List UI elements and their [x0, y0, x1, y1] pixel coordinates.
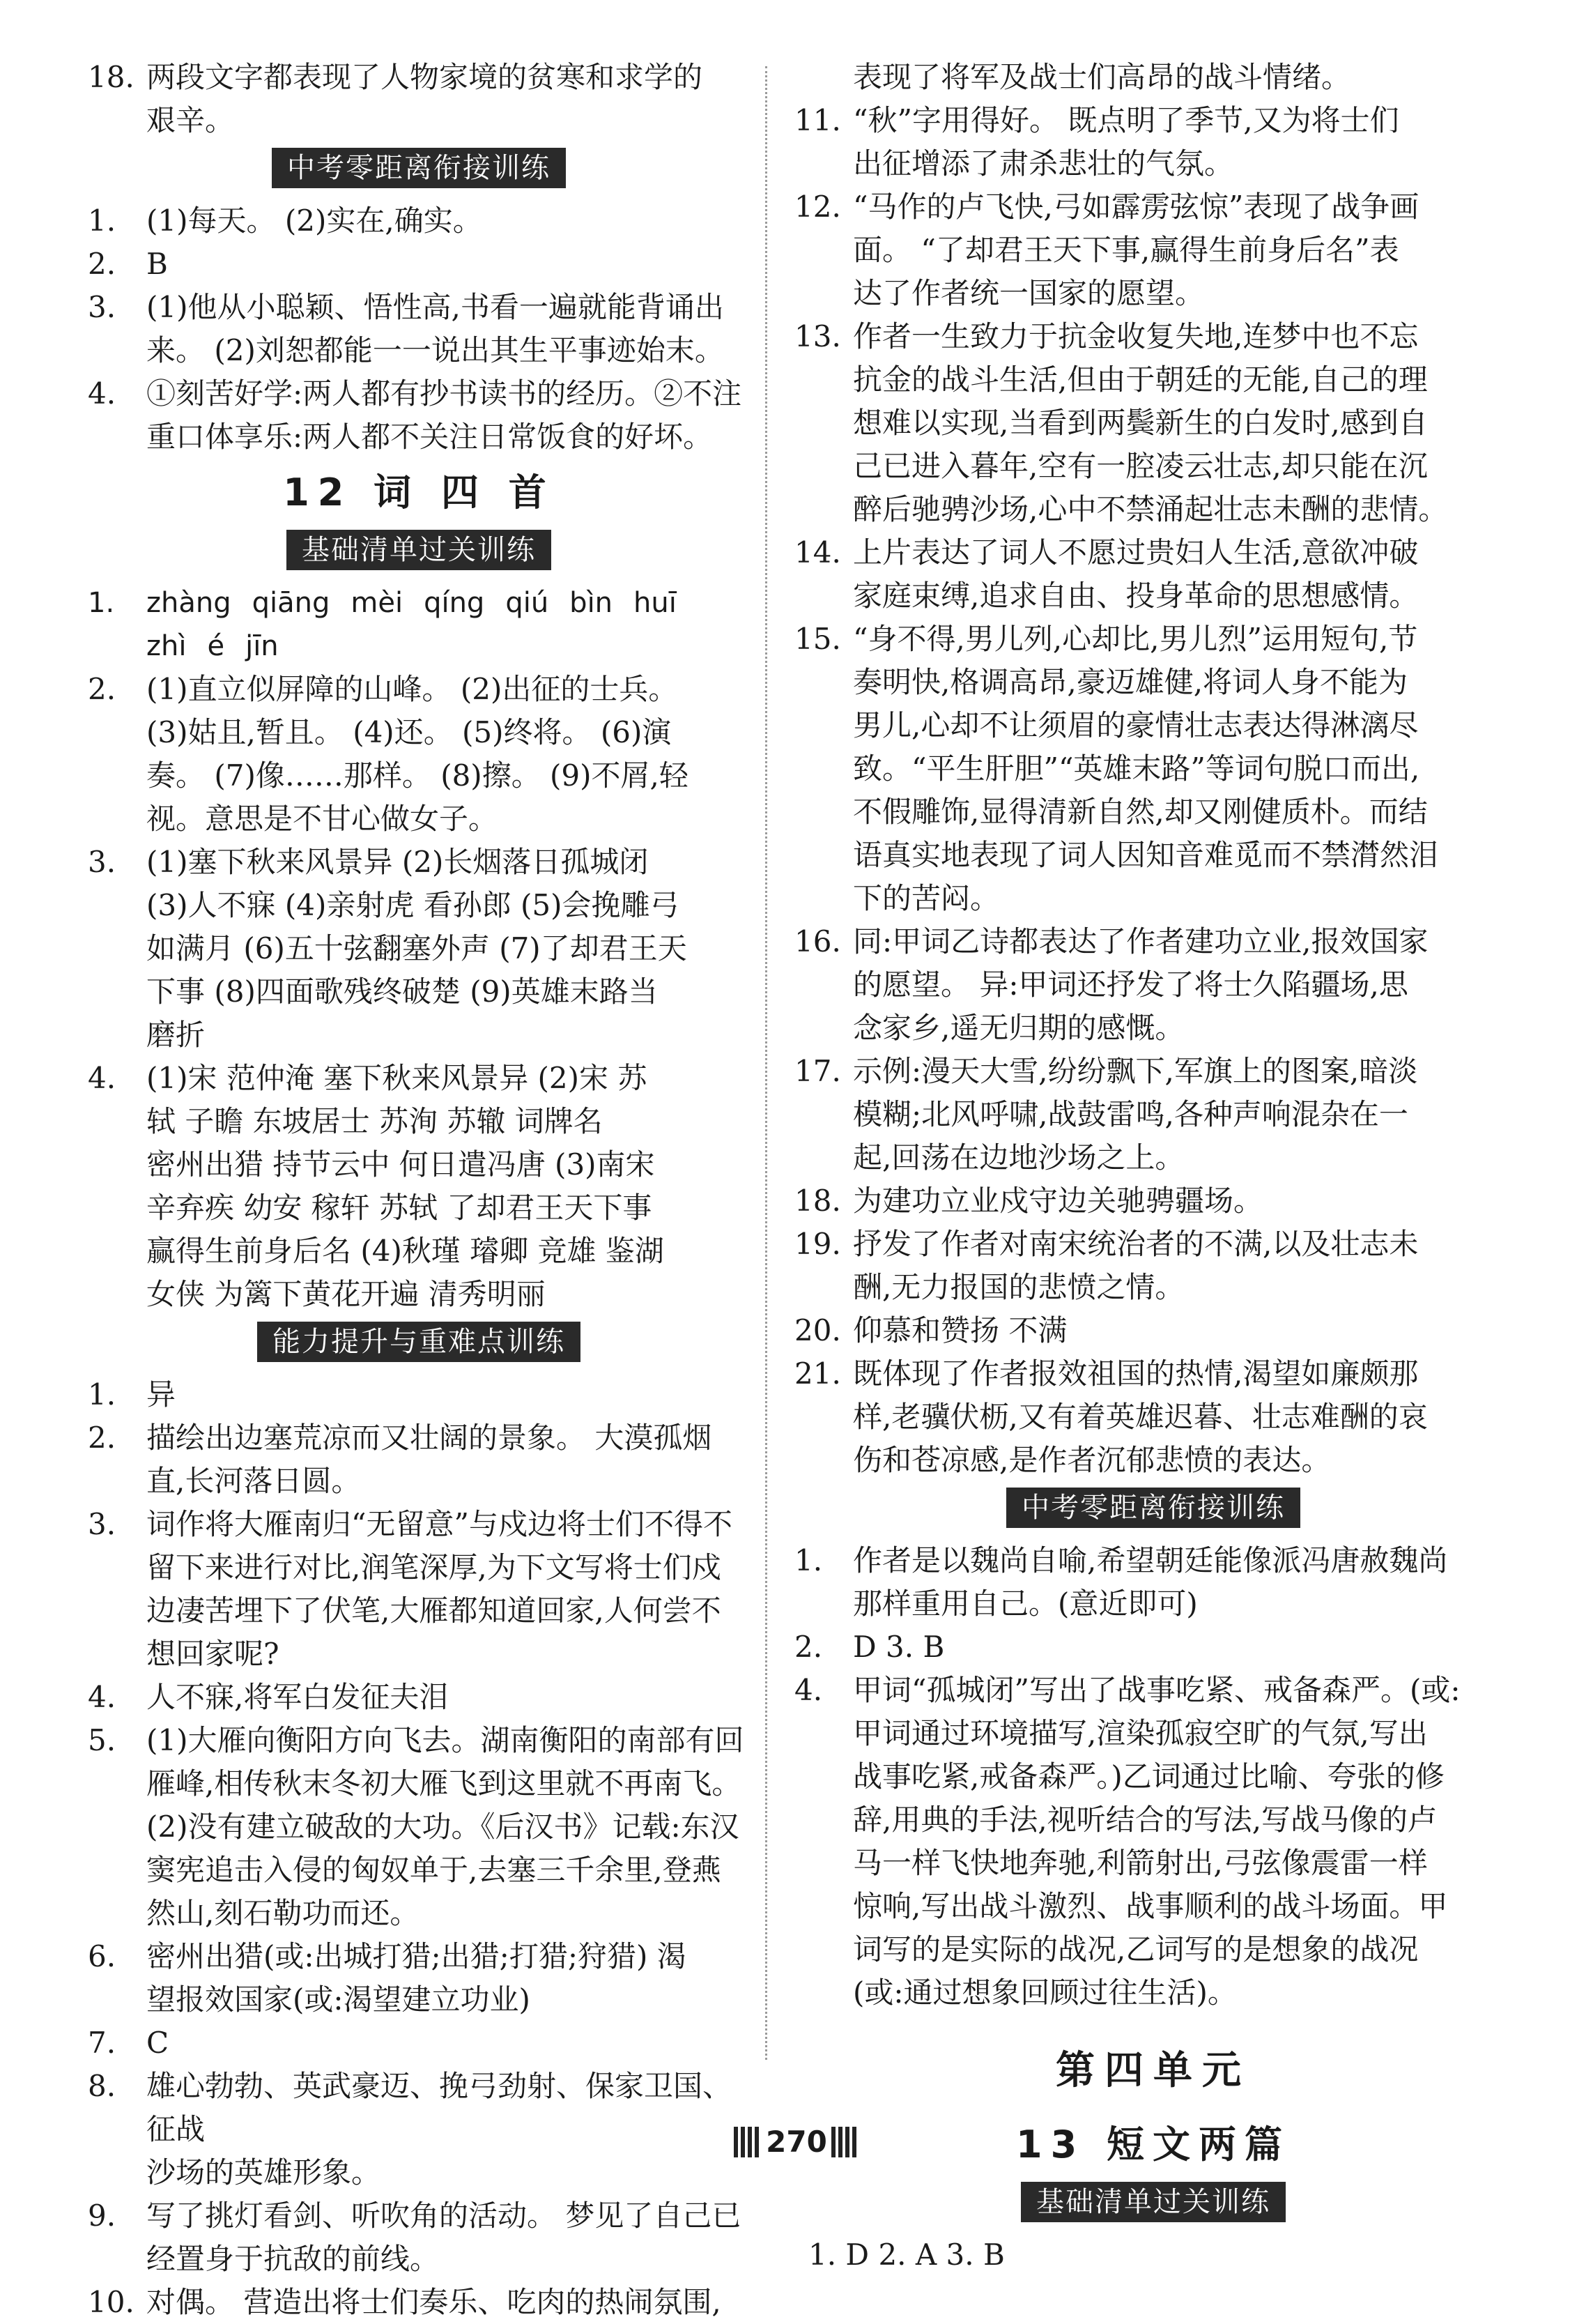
answer-text: (1)宋 范仲淹 塞下秋来风景异 (2)宋 苏 — [146, 1061, 647, 1095]
item-number: 4. — [794, 1673, 823, 1707]
section-banner-zhongkao: 中考零距离衔接训练 — [272, 148, 566, 188]
answer-item — [88, 2021, 750, 2065]
answer-text: 马一样飞快地奔驰,利箭射出,弓弦像震雷一样 — [853, 1846, 1428, 1880]
item-number: 4. — [88, 376, 116, 411]
answer-text: (或:通过想象回顾过往生活)。 — [853, 1975, 1237, 2010]
answer-text: 抒发了作者对南宋统治者的不满,以及壮志未 — [853, 1227, 1419, 1261]
answer-text: 描绘出边塞荒凉而又壮阔的景象。 大漠孤烟 — [146, 1421, 712, 1455]
item-number: 9. — [88, 2199, 116, 2233]
answer-text: 词作将大雁南归“无留意”与戍边将士们不得不 — [146, 1507, 732, 1541]
answer-text: 写了挑灯看剑、听吹角的活动。 梦见了自己已 — [146, 2199, 741, 2233]
answer-list — [794, 1539, 1512, 2015]
item-number: 8. — [88, 2069, 116, 2103]
answer-item — [88, 1416, 750, 1503]
answer-text: 醉后驰骋沙场,心中不禁涌起壮志未酬的悲情。 — [853, 492, 1448, 526]
answer-text: 上片表达了词人不愿过贵妇人生活,意欲冲破 — [853, 535, 1419, 569]
answer-text: 异 — [146, 1377, 176, 1412]
item-number: 10. — [88, 2285, 134, 2319]
answer-item — [794, 1050, 1512, 1179]
item-number: 19. — [794, 1227, 841, 1261]
item-number: 21. — [794, 1356, 841, 1391]
answer-text: 想回家呢? — [146, 1637, 279, 1671]
answer-text: 惊响,写出战斗激烈、战事顺利的战斗场面。甲 — [853, 1889, 1448, 1923]
answer-text: “身不得,男儿列,心却比,男儿烈”运用短句,节 — [853, 622, 1418, 656]
answer-text: 下的苦闷。 — [853, 881, 1000, 915]
answer-text: 如满月 (6)五十弦翻塞外声 (7)了却君王天 — [146, 931, 687, 965]
column-divider — [765, 66, 767, 2060]
answer-text: 望报效国家(或:渴望建立功业) — [146, 1982, 530, 2017]
answer-text: 作者是以魏尚自喻,希望朝廷能像派冯唐赦魏尚 — [853, 1543, 1448, 1577]
answer-text: 奏。 (7)像……那样。 (8)擦。 (9)不屑,轻 — [146, 758, 688, 793]
answer-text: 示例:漫天大雪,纷纷飘下,军旗上的图案,暗淡 — [853, 1054, 1418, 1088]
answer-text: (1)每天。 (2)实在,确实。 — [146, 204, 482, 238]
answer-text: 抗金的战斗生活,但由于朝廷的无能,自己的理 — [853, 362, 1428, 397]
answer-text: 留下来进行对比,润笔深厚,为下文写将士们戍 — [146, 1550, 721, 1584]
item-number: 4. — [88, 1680, 116, 1714]
item-number: 1. — [88, 1377, 116, 1412]
section-banner-basic: 基础清单过关训练 — [286, 530, 551, 570]
answer-text: 不假雕饰,显得清新自然,却又刚健质朴。而结 — [853, 795, 1428, 829]
answer-10-continued: 表现了将军及战士们高昂的战斗情绪。 — [853, 60, 1351, 94]
bar-ornament-icon — [734, 2127, 762, 2157]
answer-text: 来。 (2)刘恕都能一一说出其生平事迹始末。 — [146, 333, 724, 367]
item-number: 2. — [88, 1421, 116, 1455]
item-number: 3. — [88, 1507, 116, 1541]
answer-item — [88, 1676, 750, 1719]
answer-item — [794, 920, 1512, 1050]
page-footer — [0, 2125, 1593, 2160]
lesson-title: 12 词 四 首 — [283, 471, 555, 514]
answer-text: 仰慕和赞扬 不满 — [853, 1313, 1068, 1347]
answer-text: (3)姑且,暂且。 (4)还。 (5)终将。 (6)演 — [146, 715, 672, 749]
answer-text: 辞,用典的手法,视听结合的写法,写战马像的卢 — [853, 1803, 1438, 1837]
answer-text: 为建功立业戍守边关驰骋疆场。 — [853, 1184, 1263, 1218]
answer-text: (1)大雁向衡阳方向飞去。湖南衡阳的南部有回 — [146, 1723, 744, 1757]
answer-text: 的愿望。 异:甲词还抒发了将士久陷疆场,思 — [853, 968, 1408, 1002]
pinyin-answer: 1. zhàng qiāng mèi qíng qiú bìn huī zhì é jīn — [88, 587, 677, 662]
answer-item — [794, 1539, 1512, 1626]
answer-text: 轼 子瞻 东坡居士 苏洵 苏辙 词牌名 — [146, 1104, 603, 1138]
item-number: 12. — [794, 190, 841, 224]
answer-item — [88, 841, 750, 1057]
answer-text: 家庭束缚,追求自由、投身革命的思想感情。 — [853, 579, 1419, 613]
answer-item — [794, 1309, 1512, 1352]
answer-item — [794, 315, 1512, 531]
answer-text: ①刻苦好学:两人都有抄书读书的经历。②不注 — [146, 376, 742, 411]
answer-text: 达了作者统一国家的愿望。 — [853, 276, 1205, 310]
answer-text: 词写的是实际的战况,乙词写的是想象的战况 — [853, 1932, 1419, 1966]
item-number: 2. — [794, 1630, 823, 1664]
answer-text: 直,长河落日圆。 — [146, 1464, 361, 1498]
answer-list — [88, 1373, 750, 2324]
answer-item — [794, 99, 1512, 185]
answer-item — [794, 1626, 1512, 1669]
answer-text: 密州出猎(或:出城打猎;出猎;打猎;狩猎) 渴 — [146, 1939, 686, 1973]
answer-text: 奏明快,格调高昂,豪迈雄健,将词人身不能为 — [853, 665, 1408, 699]
answer-list — [794, 99, 1512, 1482]
item-number: 2. — [88, 247, 116, 281]
item-number: 5. — [88, 1723, 116, 1757]
answer-list — [88, 199, 750, 459]
answer-text: 重口体享乐:两人都不关注日常饭食的好坏。 — [146, 420, 713, 454]
answer-text: 伤和苍凉感,是作者沉郁悲愤的表达。 — [853, 1443, 1331, 1477]
answer-item — [88, 199, 750, 243]
item-number: 15. — [794, 622, 841, 656]
answer-text: (3)人不寐 (4)亲射虎 看孙郎 (5)会挽雕弓 — [146, 888, 679, 922]
answer-text: 窦宪追击入侵的匈奴单于,去塞三千余里,登燕 — [146, 1853, 721, 1887]
answer-text: “马作的卢飞快,弓如霹雳弦惊”表现了战争画 — [853, 190, 1419, 224]
item-number: 14. — [794, 535, 841, 569]
answer-item — [88, 243, 750, 286]
answer-text: 雁峰,相传秋末冬初大雁飞到这里就不再南飞。 — [146, 1766, 741, 1801]
answer-item — [88, 2281, 750, 2324]
answer-text: 下事 (8)四面歌残终破楚 (9)英雄末路当 — [146, 974, 658, 1009]
answer-text: D 3. B — [853, 1630, 945, 1664]
answer-text: 经置身于抗敌的前线。 — [146, 2242, 440, 2276]
answer-line: 1. D 2. A 3. B — [808, 2238, 1005, 2272]
answer-item — [88, 1935, 750, 2021]
bar-ornament-icon — [831, 2127, 859, 2157]
answer-item — [88, 668, 750, 841]
answer-text: 甲词“孤城闭”写出了战事吃紧、戒备森严。(或: — [853, 1673, 1461, 1707]
answer-list — [88, 668, 750, 1316]
page-number: 270 — [734, 2125, 859, 2159]
answer-text: 样,老骥伏枥,又有着英雄迟暮、壮志难酬的哀 — [853, 1400, 1428, 1434]
answer-item — [794, 1223, 1512, 1309]
item-number: 6. — [88, 1939, 116, 1973]
answer-text: 致。“平生肝胆”“英雄末路”等词句脱口而出, — [853, 751, 1420, 786]
answer-text: 沙场的英雄形象。 — [146, 2155, 381, 2189]
lesson-title: 13 短文两篇 — [1016, 2123, 1291, 2166]
answer-18: 18. 两段文字都表现了人物家境的贫寒和求学的 艰辛。 — [88, 60, 703, 137]
answer-text: 密州出猎 持节云中 何日遣冯唐 (3)南宋 — [146, 1147, 655, 1182]
section-banner-basic: 基础清单过关训练 — [1021, 2182, 1286, 2222]
answer-text: 那样重用自己。(意近即可) — [853, 1587, 1198, 1621]
answer-text: (2)没有建立破敌的大功。《后汉书》记载:东汉 — [146, 1810, 739, 1844]
answer-item — [88, 286, 750, 372]
item-number: 1. — [794, 1543, 823, 1577]
item-number: 2. — [88, 672, 116, 706]
answer-text: C — [146, 2026, 169, 2060]
section-banner-ability: 能力提升与重难点训练 — [257, 1322, 580, 1362]
item-number: 13. — [794, 319, 841, 353]
answer-text: 男儿,心却不让须眉的豪情壮志表达得淋漓尽 — [853, 708, 1419, 742]
item-number: 20. — [794, 1313, 841, 1347]
left-column — [88, 56, 750, 2324]
item-number: 17. — [794, 1054, 841, 1088]
answer-item — [88, 2194, 750, 2281]
answer-text: 酬,无力报国的悲愤之情。 — [853, 1270, 1185, 1304]
answer-item — [794, 1352, 1512, 1482]
answer-text: B — [146, 247, 168, 281]
answer-text: (1)他从小聪颖、悟性高,书看一遍就能背诵出 — [146, 290, 724, 324]
answer-text: 模糊;北风呼啸,战鼓雷鸣,各种声响混杂在一 — [853, 1097, 1408, 1131]
answer-text: 起,回荡在边地沙场之上。 — [853, 1140, 1185, 1175]
item-number: 1. — [88, 204, 116, 238]
answer-text: 既体现了作者报效祖国的热情,渴望如廉颇那 — [853, 1356, 1419, 1391]
answer-text: 对偶。 营造出将士们奏乐、吃肉的热闹氛围, — [146, 2285, 721, 2319]
section-banner-zhongkao: 中考零距离衔接训练 — [1006, 1488, 1300, 1528]
answer-text: 面。 “了却君王天下事,赢得生前身后名”表 — [853, 233, 1399, 267]
answer-text: (1)直立似屏障的山峰。 (2)出征的士兵。 — [146, 672, 678, 706]
answer-text: (1)塞下秋来风景异 (2)长烟落日孤城闭 — [146, 845, 649, 879]
item-number: 18. — [794, 1184, 841, 1218]
answer-item — [794, 1179, 1512, 1223]
answer-text: 己已进入暮年,空有一腔凌云壮志,却只能在沉 — [853, 449, 1428, 483]
answer-text: 战事吃紧,戒备森严。)乙词通过比喻、夸张的修 — [853, 1759, 1445, 1794]
answer-text: 念家乡,遥无归期的感慨。 — [853, 1011, 1185, 1045]
answer-text: 语真实地表现了词人因知音难觅而不禁潸然泪 — [853, 838, 1439, 872]
item-number: 3. — [88, 845, 116, 879]
unit-title: 第四单元 — [1056, 2048, 1251, 2093]
answer-item — [88, 1503, 750, 1676]
answer-item — [794, 618, 1512, 920]
answer-text: 边凄苦埋下了伏笔,大雁都知道回家,人何尝不 — [146, 1593, 721, 1628]
answer-item — [88, 1373, 750, 1416]
answer-text: 赢得生前身后名 (4)秋瑾 璿卿 竞雄 鉴湖 — [146, 1234, 664, 1268]
item-number: 3. — [88, 290, 116, 324]
answer-item — [88, 1719, 750, 1935]
answer-item — [794, 185, 1512, 315]
answer-item — [794, 1669, 1512, 2015]
item-number: 4. — [88, 1061, 116, 1095]
answer-item — [88, 372, 750, 459]
answer-text: 然山,刻石勒功而还。 — [146, 1896, 420, 1930]
answer-text: 女侠 为篱下黄花开遍 清秀明丽 — [146, 1277, 546, 1311]
answer-text: 甲词通过环境描写,渲染孤寂空旷的气氛,写出 — [853, 1716, 1428, 1750]
item-number: 11. — [794, 103, 841, 137]
answer-text: 作者一生致力于抗金收复失地,连梦中也不忘 — [853, 319, 1419, 353]
answer-text: “秋”字用得好。 既点明了季节,又为将士们 — [853, 103, 1399, 137]
answer-item — [794, 531, 1512, 618]
answer-item — [88, 1057, 750, 1316]
answer-text: 同:甲词乙诗都表达了作者建功立业,报效国家 — [853, 924, 1429, 958]
item-number: 7. — [88, 2026, 116, 2060]
answer-text: 人不寐,将军白发征夫泪 — [146, 1680, 449, 1714]
answer-text: 雄心勃勃、英武豪迈、挽弓劲射、保家卫国、征战 — [146, 2069, 732, 2146]
answer-text: 磨折 — [146, 1018, 206, 1052]
answer-text: 视。意思是不甘心做女子。 — [146, 802, 498, 836]
item-number: 16. — [794, 924, 841, 958]
right-column — [794, 56, 1512, 2277]
answer-text: 辛弃疾 幼安 稼轩 苏轼 了却君王天下事 — [146, 1191, 652, 1225]
answer-text: 想难以实现,当看到两鬓新生的白发时,感到自 — [853, 406, 1428, 440]
answer-text: 出征增添了肃杀悲壮的气氛。 — [853, 146, 1234, 181]
